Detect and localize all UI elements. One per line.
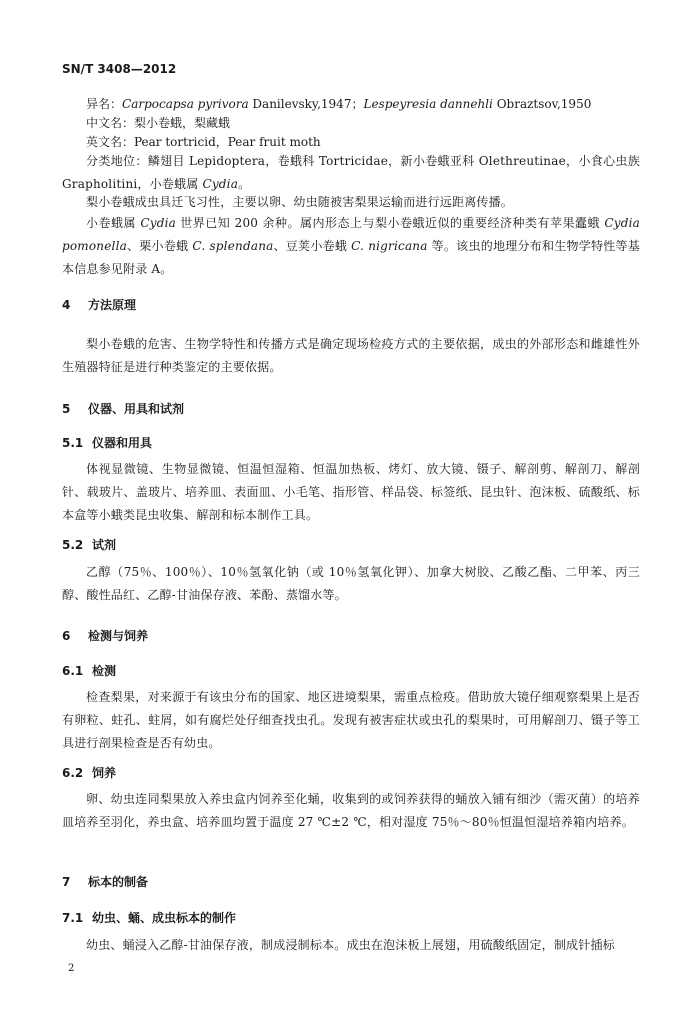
section-number: 6 bbox=[62, 629, 71, 643]
section-title: 标本的制备 bbox=[88, 875, 149, 889]
synonym-line: 异名：Carpocapsa pyrivora Danilevsky,1947；Lespeyresia dannehli Obraztsov,1950 bbox=[86, 97, 592, 111]
section-number: 4 bbox=[62, 298, 71, 312]
section-7-1-paragraph: 幼虫、蛹浸入乙醇-甘油保存液，制成浸制标本。成虫在泡沫板上展翅，用硫酸纸固定，制成针插标 bbox=[86, 938, 615, 952]
english-name-line: 英文名：Pear tortricid，Pear fruit moth bbox=[86, 135, 321, 149]
section-title: 仪器、用具和试剂 bbox=[88, 402, 185, 416]
section-5-2-paragraph: 乙醇（75％、100％）、10％氢氧化钠（或 10％氢氧化钾）、加拿大树胶、乙酸乙酯、二甲苯、丙三醇、酸性品红、乙醇-甘油保存液、苯酚、蒸馏水等。 bbox=[62, 565, 640, 602]
section-number: 6.2 bbox=[62, 766, 84, 780]
section-title: 检测 bbox=[92, 664, 117, 678]
section-heading-7 bbox=[62, 873, 148, 890]
section-number: 7 bbox=[62, 875, 71, 889]
section-number: 7.1 bbox=[62, 911, 84, 925]
page-number: 2 bbox=[68, 963, 75, 974]
section-heading-6-1 bbox=[62, 662, 116, 679]
section-number: 5.1 bbox=[62, 436, 84, 450]
section-6-2-paragraph: 卵、幼虫连同梨果放入养虫盒内饲养至化蛹，收集到的或饲养获得的蛹放入铺有细沙（需灭菌）的培养皿培养至羽化，养虫盒、培养皿均置于温度 27 ℃±2 ℃，相对湿度 75％～80％恒温恒湿培养箱内培养。 bbox=[62, 792, 640, 829]
section-title: 饲养 bbox=[92, 766, 117, 780]
section-4-paragraph: 梨小卷蛾的危害、生物学特性和传播方式是确定现场检疫方式的主要依据，成虫的外部形态和雌雄性外生殖器特征是进行种类鉴定的主要依据。 bbox=[62, 337, 640, 374]
section-title: 试剂 bbox=[92, 538, 117, 552]
related-species-paragraph: 小卷蛾属 Cydia 世界已知 200 余种。属内形态上与梨小卷蛾近似的重要经济种类有苹果蠹蛾 Cydia pomonella、栗小卷蛾 C. splendana、豆荚小卷蛾 C. nigricana 等。该虫的地理分布和生物学特性等基本信息参见附录 A。 bbox=[62, 216, 640, 276]
section-5-1-paragraph: 体视显微镜、生物显微镜、恒温恒湿箱、恒温加热板、烤灯、放大镜、镊子、解剖剪、解剖刀、解剖针、载玻片、盖玻片、培养皿、表面皿、小毛笔、指形管、样品袋、标签纸、昆虫针、泡沫板、硫酸纸、标本盒等小蛾类昆虫收集、解剖和标本制作工具。 bbox=[62, 462, 640, 522]
section-number: 6.1 bbox=[62, 664, 84, 678]
chinese-name-line: 中文名：梨小卷蛾，梨藏蛾 bbox=[86, 116, 231, 130]
section-heading-5-2 bbox=[62, 536, 116, 553]
section-heading-5 bbox=[62, 400, 184, 417]
section-title: 方法原理 bbox=[88, 298, 137, 312]
section-number: 5.2 bbox=[62, 538, 84, 552]
transmission-paragraph: 梨小卷蛾成虫具迁飞习性，主要以卵、幼虫随被害梨果运输而进行远距离传播。 bbox=[86, 195, 514, 209]
section-heading-4 bbox=[62, 296, 136, 313]
section-title: 检测与饲养 bbox=[88, 629, 149, 643]
section-heading-6-2 bbox=[62, 764, 116, 781]
document-code: SN/T 3408—2012 bbox=[62, 62, 177, 76]
section-heading-6 bbox=[62, 627, 148, 644]
section-title: 幼虫、蛹、成虫标本的制作 bbox=[92, 911, 237, 925]
section-number: 5 bbox=[62, 402, 71, 416]
section-heading-5-1 bbox=[62, 434, 152, 451]
section-title: 仪器和用具 bbox=[92, 436, 153, 450]
section-6-1-paragraph: 检查梨果，对来源于有该虫分布的国家、地区进境梨果，需重点检疫。借助放大镜仔细观察梨果上是否有卵粒、蛀孔、蛀屑，如有腐烂处仔细查找虫孔。发现有被害症状或虫孔的梨果时，可用解剖刀、镊子等工具进行剖果检查是否有幼虫。 bbox=[62, 690, 640, 750]
classification-paragraph: 分类地位：鳞翅目 Lepidoptera，卷蛾科 Tortricidae，新小卷蛾亚科 Olethreutinae，小食心虫族 Grapholitini，小卷蛾属 Cydia。 bbox=[62, 154, 640, 191]
section-heading-7-1 bbox=[62, 909, 236, 926]
